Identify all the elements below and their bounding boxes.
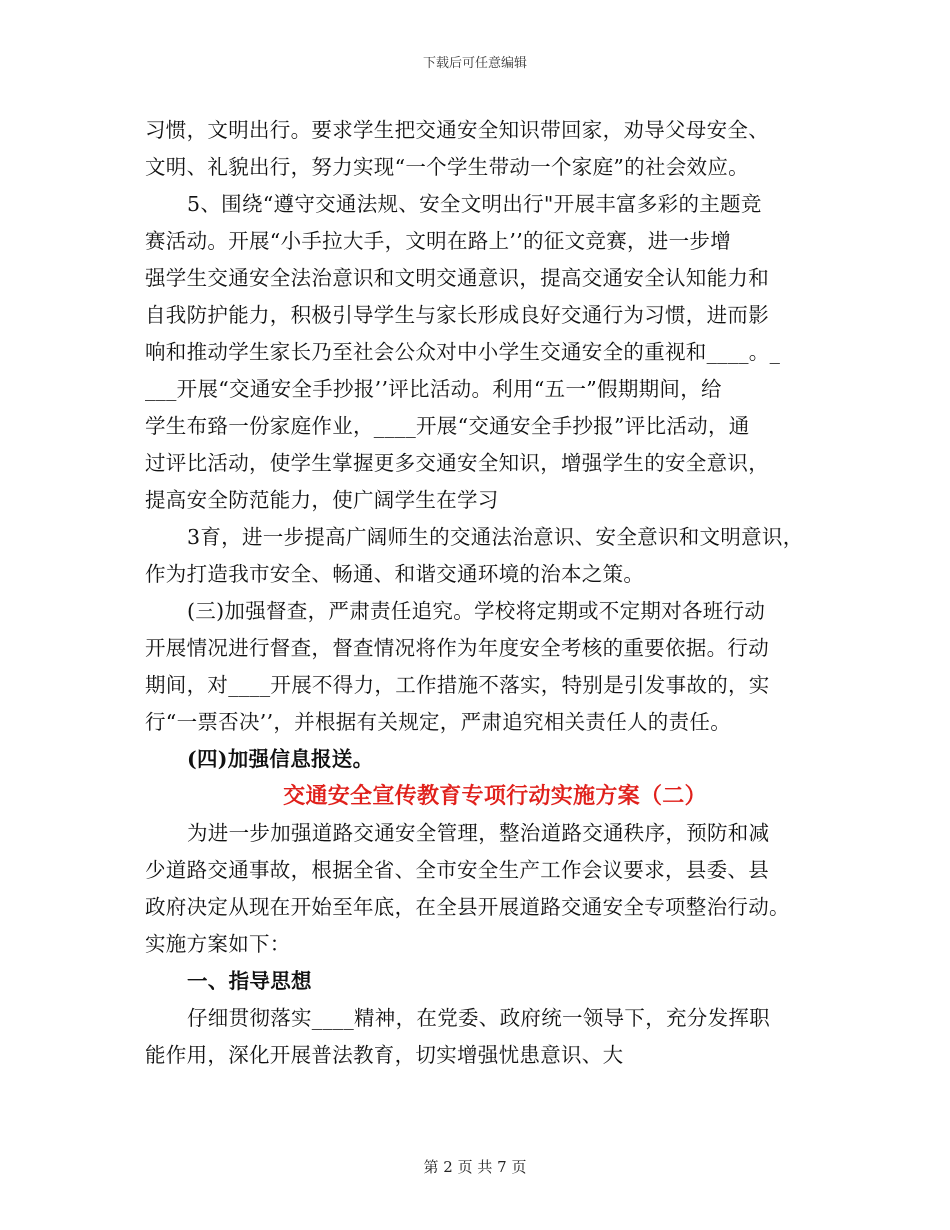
page-number: 第 2 页 共 7 页 (423, 1158, 527, 1176)
text-line: 能作用，深化开展普法教育，切实增强忧患意识、大 (145, 1043, 624, 1067)
body-block-1 (145, 112, 835, 778)
text-line: ___开展“交通安全手抄报’’评比活动。利用“五一”假期期间，给 (145, 377, 722, 401)
text-line: 文明、礼貌出行，努力实现“一个学生带动一个家庭”的社会效应。 (145, 155, 749, 179)
text-line: 实施方案如下： (145, 932, 291, 956)
text-line: 少道路交通事故，根据全省、全市安全生产工作会议要求，县委、县 (145, 858, 769, 882)
text-line: 期间，对____开展不得力，工作措施不落实，特别是引发事故的，实 (145, 673, 770, 697)
text-line: 强学生交通安全法治意识和文明交通意识，提高交通安全认知能力和 (145, 266, 769, 290)
document-body (145, 112, 835, 1074)
text-line: 政府决定从现在开始至年底，在全县开展道路交通安全专项整治行动。 (145, 895, 790, 919)
text-line: (三)加强督查，严肃责任追究。学校将定期或不定期对各班行动 (187, 599, 766, 623)
text-line: 3育，进一步提高广阔师生的交通法治意识、安全意识和文明意识， (187, 525, 804, 549)
body-block-2 (145, 815, 835, 1074)
text-line: 响和推动学生家长乃至社会公众对中小学生交通安全的重视和____。_ (145, 340, 781, 364)
text-line: 习惯，文明出行。要求学生把交通安全知识带回家，劝导父母安全、 (145, 118, 769, 142)
text-line: (四)加强信息报送。 (187, 747, 374, 771)
text-line: 5、围绕“遵守交通法规、安全文明出行"开展丰富多彩的主题竞 (187, 192, 762, 216)
text-line: 一、指导思想 (187, 969, 312, 993)
text-line: 仔细贯彻落实____精神，在党委、政府统一领导下，充分发挥职 (187, 1006, 770, 1030)
text-line: 提高安全防范能力，使广阔学生在学习 (145, 488, 499, 512)
section-title: 交通安全宣传教育专项行动实施方案（二） (283, 783, 707, 809)
text-line: 行“一票否决’’，并根据有关规定，严肃追究相关责任人的责任。 (145, 710, 732, 734)
text-line: 开展情况进行督查，督查情况将作为年度安全考核的重要依据。行动 (145, 636, 769, 660)
text-line: 作为打造我市安全、畅通、和谐交通环境的治本之策。 (145, 562, 645, 586)
text-line: 过评比活动，使学生掌握更多交通安全知识，增强学生的安全意识， (145, 451, 769, 475)
text-line: 赛活动。开展“小手拉大手，文明在路上’’的征文竞赛，进一步增 (145, 229, 732, 253)
text-line: 自我防护能力，积极引导学生与家长形成良好交通行为习惯，进而影 (145, 303, 769, 327)
page-header: 下载后可任意编辑 (422, 56, 527, 71)
text-line: 学生布臵一份家庭作业，____开展“交通安全手抄报”评比活动，通 (145, 414, 750, 438)
text-line: 为进一步加强道路交通安全管理，整治道路交通秩序，预防和减 (187, 821, 770, 845)
